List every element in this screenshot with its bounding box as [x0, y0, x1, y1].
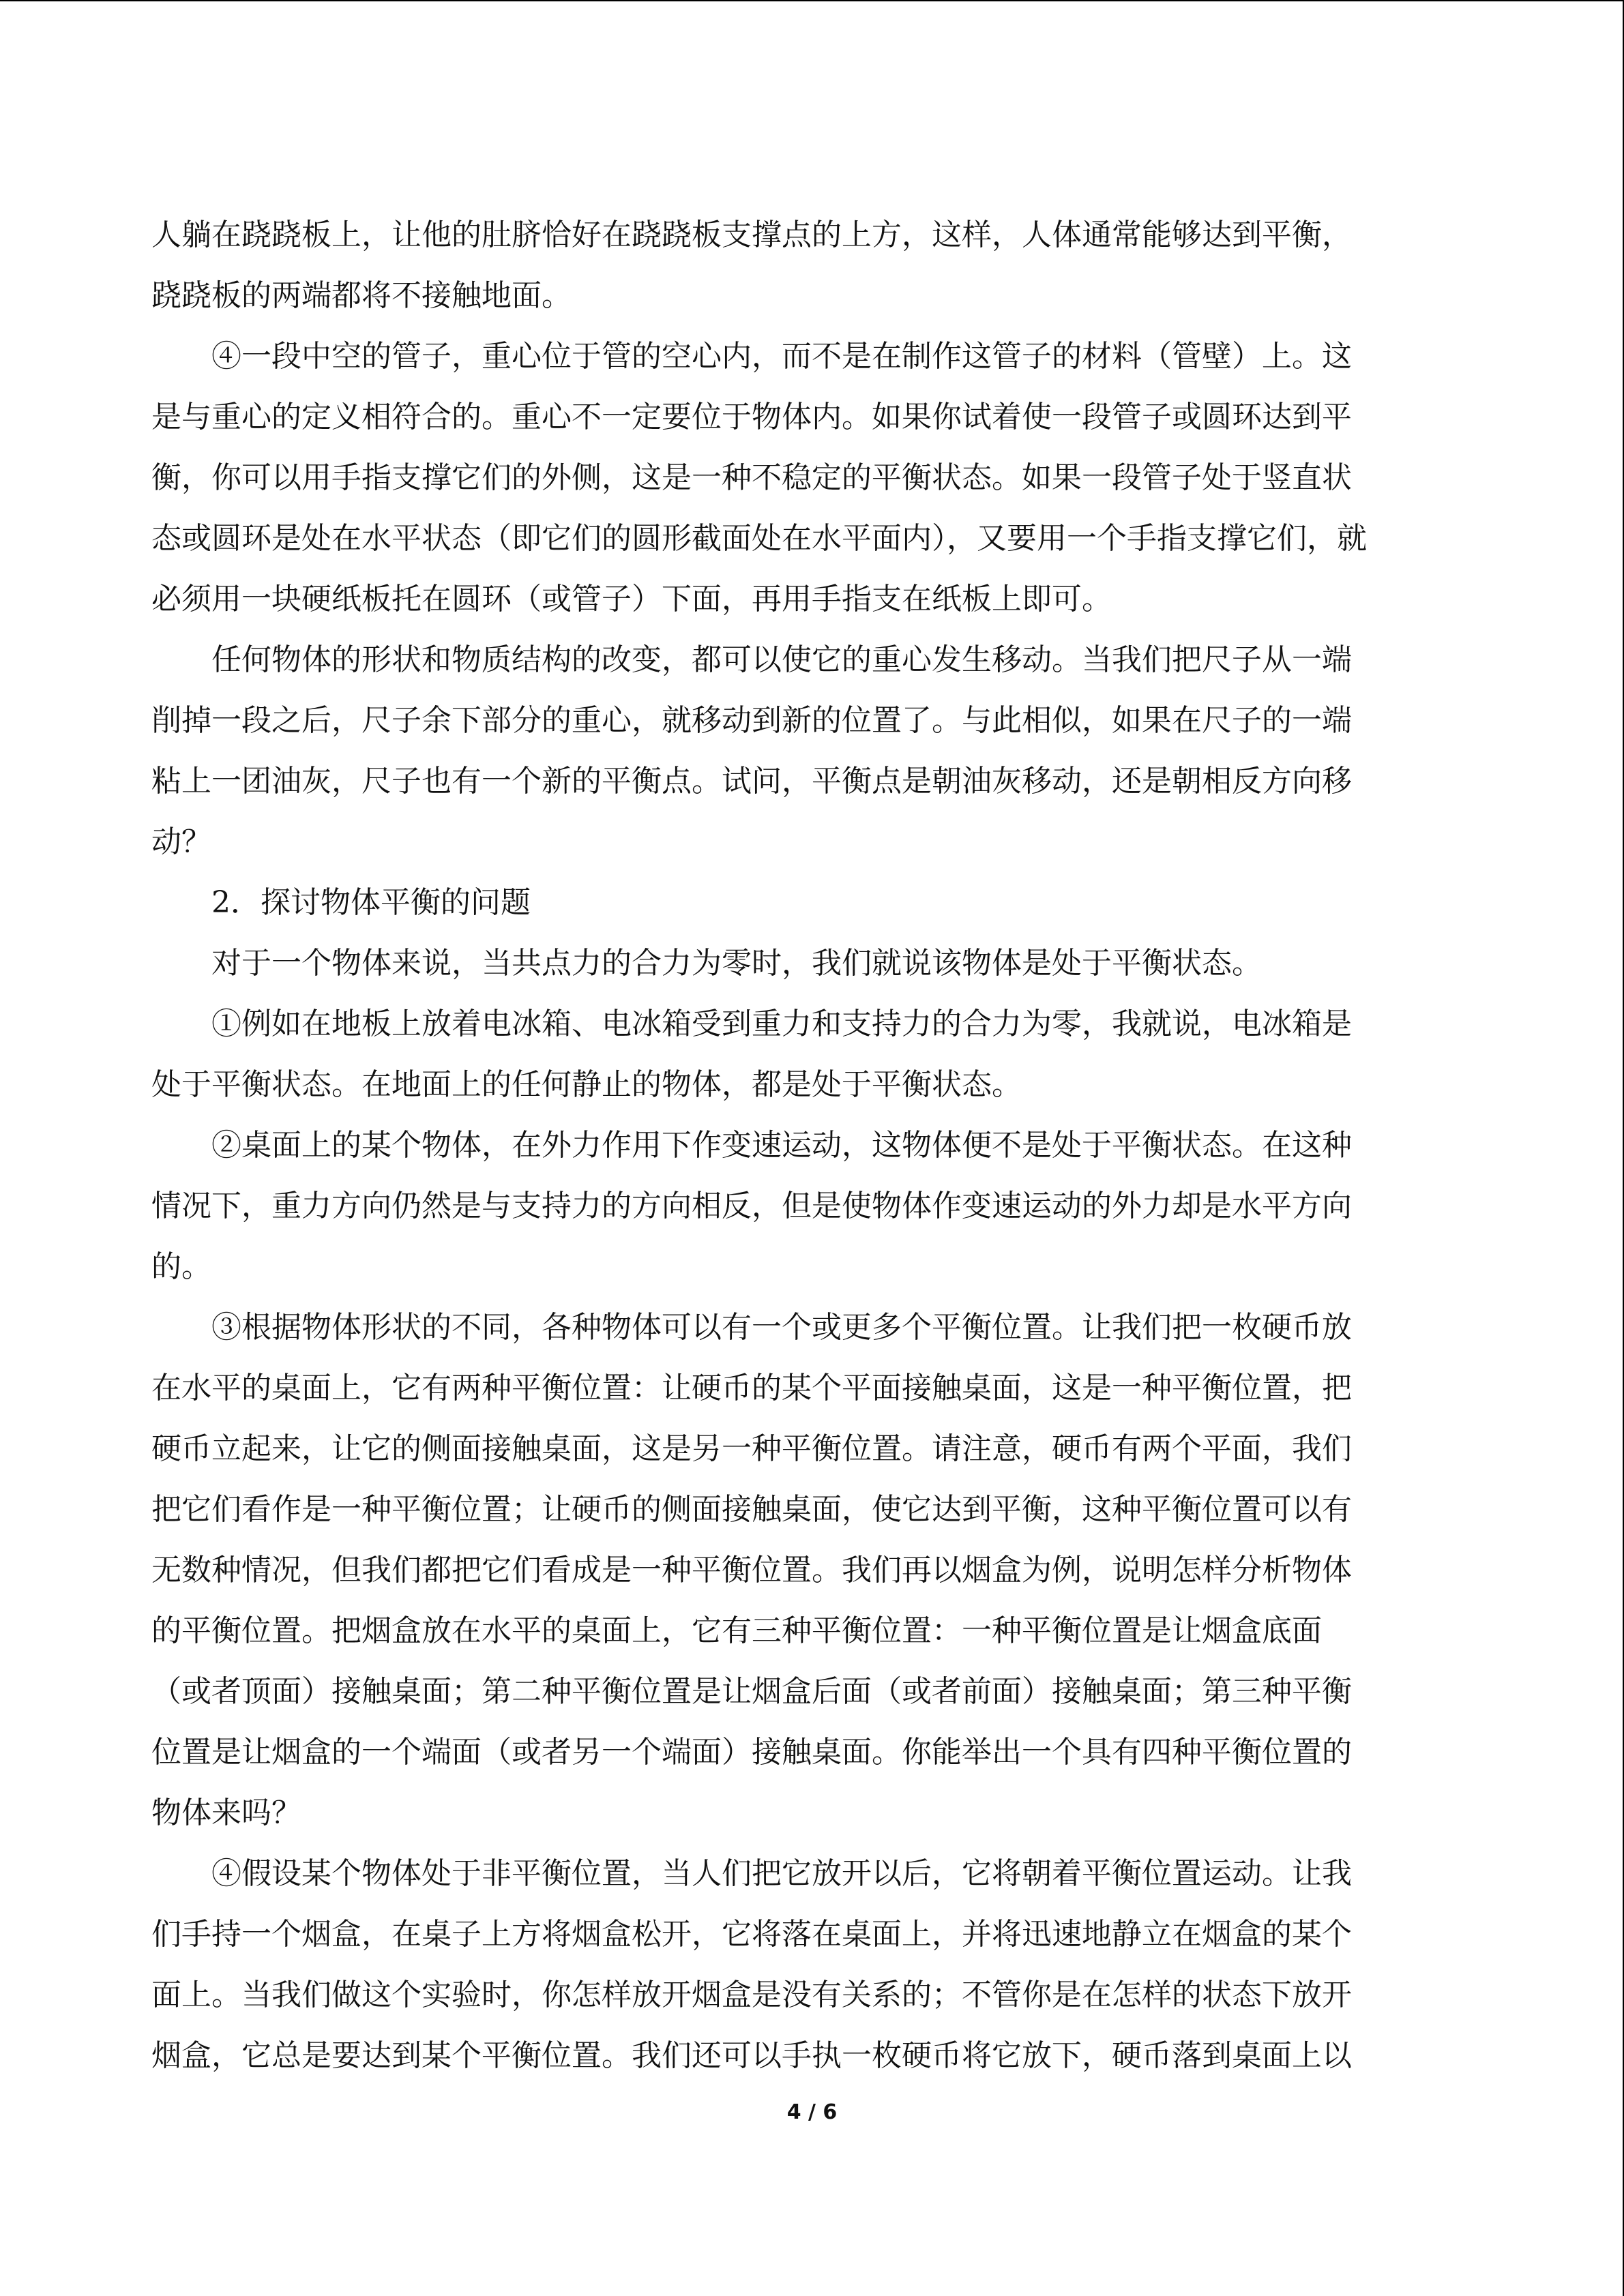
text-line: 情况下，重力方向仍然是与支持力的方向相反，但是使物体作变速运动的外力却是水平方向 — [151, 1189, 1352, 1223]
text-line: 烟盒，它总是要达到某个平衡位置。我们还可以手执一枚硬币将它放下，硬币落到桌面上以 — [151, 2038, 1352, 2073]
text-line: 削掉一段之后，尺子余下部分的重心，就移动到新的位置了。与此相似，如果在尺子的一端 — [151, 703, 1352, 738]
text-line: ①例如在地板上放着电冰箱、电冰箱受到重力和支持力的合力为零，我就说，电冰箱是 — [211, 1007, 1352, 1041]
text-line: 在水平的桌面上，它有两种平衡位置：让硬币的某个平面接触桌面，这是一种平衡位置，把 — [151, 1371, 1352, 1405]
text-line: 必须用一块硬纸板托在圆环（或管子）下面，再用手指支在纸板上即可。 — [151, 582, 1112, 616]
text-line: 位置是让烟盒的一个端面（或者另一个端面）接触桌面。你能举出一个具有四种平衡位置的 — [151, 1735, 1352, 1770]
paragraph — [151, 994, 1475, 1115]
text-line: 无数种情况，但我们都把它们看成是一种平衡位置。我们再以烟盒为例，说明怎样分析物体 — [151, 1553, 1352, 1587]
paragraph — [151, 1297, 1475, 1843]
text-line: 们手持一个烟盒，在桌子上方将烟盒松开，它将落在桌面上，并将迅速地静立在烟盒的某个 — [151, 1917, 1352, 1952]
text-line: 动？ — [151, 824, 211, 859]
paragraph — [151, 1115, 1475, 1297]
text-line: ③根据物体形状的不同，各种物体可以有一个或更多个平衡位置。让我们把一枚硬币放 — [211, 1310, 1352, 1345]
text-line: ②桌面上的某个物体，在外力作用下作变速运动，这物体便不是处于平衡状态。在这种 — [211, 1128, 1352, 1163]
text-line: （或者顶面）接触桌面；第二种平衡位置是让烟盒后面（或者前面）接触桌面；第三种平衡 — [151, 1674, 1352, 1709]
paragraph — [151, 872, 1475, 933]
paragraph — [151, 1843, 1475, 2086]
text-line: ④一段中空的管子，重心位于管的空心内，而不是在制作这管子的材料（管壁）上。这 — [211, 339, 1352, 374]
text-line: 的平衡位置。把烟盒放在水平的桌面上，它有三种平衡位置：一种平衡位置是让烟盒底面 — [151, 1613, 1322, 1648]
paragraph — [151, 326, 1475, 629]
text-line: 硬币立起来，让它的侧面接触桌面，这是另一种平衡位置。请注意，硬币有两个平面，我们 — [151, 1431, 1352, 1466]
text-line: 是与重心的定义相符合的。重心不一定要位于物体内。如果你试着使一段管子或圆环达到平 — [151, 400, 1352, 434]
text-line: 把它们看作是一种平衡位置；让硬币的侧面接触桌面，使它达到平衡，这种平衡位置可以有 — [151, 1492, 1352, 1527]
paragraph — [151, 629, 1475, 872]
text-line: 的。 — [151, 1249, 211, 1284]
text-line: 2．探讨物体平衡的问题 — [211, 885, 531, 920]
text-line: ④假设某个物体处于非平衡位置，当人们把它放开以后，它将朝着平衡位置运动。让我 — [211, 1856, 1352, 1891]
text-line: 任何物体的形状和物质结构的改变，都可以使它的重心发生移动。当我们把尺子从一端 — [211, 642, 1352, 677]
page-number: 4 / 6 — [786, 2100, 838, 2124]
text-line: 态或圆环是处在水平状态（即它们的圆形截面处在水平面内），又要用一个手指支撑它们，就 — [151, 521, 1367, 556]
paragraph — [151, 933, 1475, 994]
text-line: 处于平衡状态。在地面上的任何静止的物体，都是处于平衡状态。 — [151, 1067, 1022, 1102]
text-line: 对于一个物体来说，当共点力的合力为零时，我们就说该物体是处于平衡状态。 — [211, 946, 1262, 981]
text-line: 面上。当我们做这个实验时，你怎样放开烟盒是没有关系的；不管你是在怎样的状态下放开 — [151, 1978, 1352, 2012]
document-body — [151, 205, 1475, 2086]
text-line: 物体来吗？ — [151, 1795, 301, 1830]
text-line: 粘上一团油灰，尺子也有一个新的平衡点。试问，平衡点是朝油灰移动，还是朝相反方向移 — [151, 764, 1352, 799]
text-line: 衡，你可以用手指支撑它们的外侧，这是一种不稳定的平衡状态。如果一段管子处于竖直状 — [151, 460, 1352, 495]
text-line: 人躺在跷跷板上，让他的肚脐恰好在跷跷板支撑点的上方，这样，人体通常能够达到平衡， — [151, 218, 1352, 252]
paragraph — [151, 205, 1475, 326]
text-line: 跷跷板的两端都将不接触地面。 — [151, 278, 572, 313]
page-border-top — [0, 0, 1624, 1]
